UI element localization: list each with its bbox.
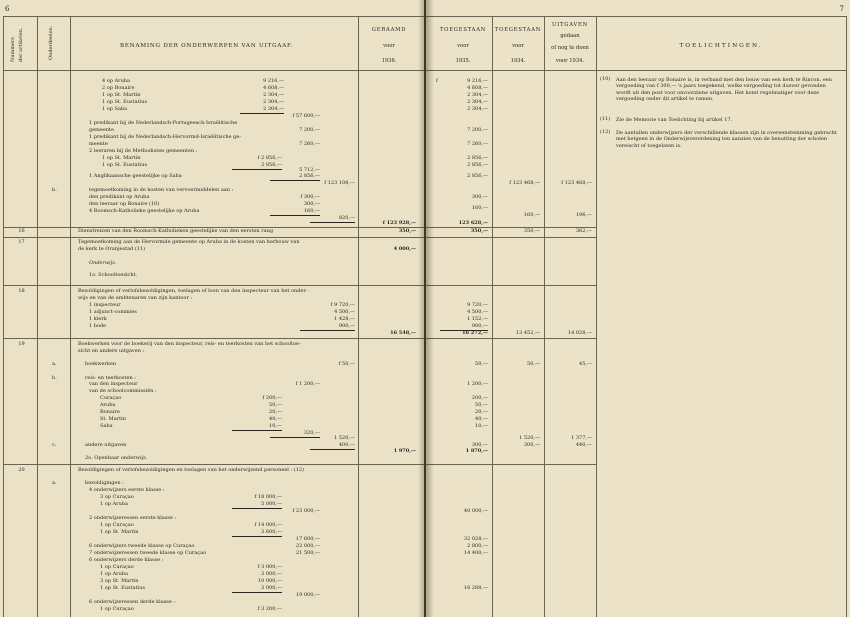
reis-aruba: Aruba (100, 402, 116, 408)
article-19-total: 1 970,— (393, 448, 416, 454)
r1935-o2: 2 800,— (467, 543, 488, 549)
row-steustatius-amount: 2 304,— (263, 99, 284, 105)
heading-onderwijs: Onderwijs. (89, 260, 117, 266)
leeraar-steustatius: 1 op St. Eustatius (102, 162, 148, 168)
article-20: 20 (18, 467, 25, 473)
uitgaven-article-18: 14 028,— (567, 330, 592, 336)
rule-right (846, 17, 847, 617)
predikant-2b: meente (89, 141, 108, 147)
header-uitgaven-nog: of nog te doen (551, 45, 589, 51)
inspecteur-amount: f 9 720,— (330, 302, 355, 308)
adjunct-commies: 1 adjunct-commies (89, 309, 137, 315)
leeraar-stmartin: 1 op St. Martin (102, 155, 141, 161)
r1934-tg: 160,— (523, 212, 540, 218)
r1935-reis-aruba: 50,— (475, 402, 488, 408)
tg-leeraar: den leeraar op Bonaire (10) (89, 201, 160, 207)
subtotal-1520: 1 520,— (334, 435, 355, 441)
row-saba-amount: 2 304,— (240, 107, 284, 114)
article-19: 19 (18, 341, 25, 347)
onderdeel-c: c. (52, 442, 57, 448)
andere-uitgaven-amount: 400,— (310, 443, 355, 450)
tg-leeraar-amount: 300,— (303, 201, 320, 207)
reis-bonaire-amount: 20,— (269, 409, 282, 415)
header-der-artikelen: der artikelen. (18, 27, 24, 62)
article-16-amount: 350,— (398, 228, 416, 234)
note-10-label: (10) (600, 76, 611, 82)
r1935-reis-saba: 10,— (475, 423, 488, 429)
predikant-1-amount: 7 200,— (299, 127, 320, 133)
subtotal-820: 820,— (310, 216, 355, 223)
onderdeel-b: b. (52, 187, 57, 193)
anglikaansche: 1 Anglikaansche geestelijke op Saba (89, 173, 182, 179)
onderdeel-a: a. (52, 361, 57, 367)
boekwerken-amount: f 50,— (338, 361, 355, 367)
oe1-curacao-amount: f 14 000,— (254, 522, 282, 528)
reis-aruba-amount: 50,— (269, 402, 282, 408)
r1935-bode: 900,— (440, 324, 488, 331)
rule-left (3, 17, 4, 617)
header-toegestaan-1934-year: 1934. (510, 58, 526, 64)
header-toegestaan-1935-year: 1935. (455, 58, 471, 64)
r1935-tg-1: 300,— (471, 194, 488, 200)
subtotal-123108: f 123 108,— (324, 180, 355, 186)
rule-19 (3, 338, 424, 339)
r1935-bonaire: 4 608,— (467, 85, 488, 91)
subtotal-320: 320,— (270, 431, 320, 438)
reis-inspecteur-amount: f 1 200,— (295, 381, 320, 387)
article-17-amount: 4 000,— (393, 246, 416, 252)
r1935-boekwerken: 50,— (475, 361, 488, 367)
o1-curacao-amount: f 18 000,— (254, 494, 282, 500)
header-geraamd-voor: voor (383, 43, 395, 49)
inspecteur: 1 inspecteur (89, 302, 121, 308)
header-nummers: Nummers (10, 37, 16, 62)
r1935-steustatius: 2 304,— (467, 99, 488, 105)
tegemoetkoming: tegemoetkoming in de kosten van vervoermiddelen aan : (89, 187, 234, 193)
r1935-leeraar-1: 2 856,— (467, 155, 488, 161)
header-geraamd-year: 1936. (381, 58, 397, 64)
predikant-2: 1 predikant bij de Nederlandsch-Hervormd-Israëlitische ge- (89, 134, 242, 140)
total-123928: f 123 928,— (382, 220, 416, 226)
rule-17 (3, 237, 424, 238)
o3-steustatius: 1 op St. Eustatius (100, 585, 146, 591)
reis-inspecteur: van den inspecteur (89, 381, 138, 387)
reis-curacao: Curaçao (100, 395, 122, 401)
r1935-o1: 40 000,— (463, 508, 488, 514)
header-toelichtingen: TOELICHTINGEN. (679, 43, 763, 49)
onderdeel-b2: b. (52, 375, 57, 381)
note-12-label: (12) (600, 129, 611, 135)
r1935-tg-2: 160,— (471, 205, 488, 211)
r1935-stmartin: 2 304,— (467, 92, 488, 98)
article-17-text: Tegemoetkoming aan de Hervormde gemeente op Aruba in de kosten van herbouw van (78, 239, 300, 245)
leeraar-steustatius-amount: 2 856,— (232, 163, 282, 170)
onderwijzeressen-3: 6 onderwijzeressen derde klasse : (89, 599, 176, 605)
uitgaven-andere: 440,— (575, 442, 592, 448)
header-top-rule (3, 16, 424, 17)
r-rule-17 (426, 237, 596, 238)
r1935-saba: 2 304,— (467, 106, 488, 112)
reis-saba-amount: 10,— (232, 424, 282, 431)
r1934-reis: 1 520,— (519, 435, 540, 441)
article-19-text: Boekwerken voor de boekerij van den inspecteur, reis- en teerkosten van het schooltoe- (78, 341, 301, 347)
article-18: 18 (18, 288, 25, 294)
subtotal-17600: 17 600,— (295, 536, 320, 542)
onderwijzers-3: 6 onderwijzers derde klasse : (89, 557, 164, 563)
r1935-inspecteur: 9 720,— (467, 302, 488, 308)
o3-aruba: 1 op Aruba (100, 571, 128, 577)
subtotal-5712: 5 712,— (299, 167, 320, 173)
uitgaven-tg: 196,— (575, 212, 592, 218)
r1935-o3: 16 288,— (463, 585, 488, 591)
header-uitgaven-year: voor 1934. (555, 58, 585, 64)
r1935-aruba: 9 216,— (467, 78, 488, 84)
article-17-text-b: de kerk te Oranjestad (11) (78, 246, 146, 252)
reis-curacao-amount: f 200,— (262, 395, 282, 401)
r-header-bottom-rule (426, 70, 847, 71)
r1935-anglikaansche: 2 856,— (467, 173, 488, 179)
note-12: De aantallen onderwijzers der verschillende klassen zijn in overeenstemming gebracht met hetgeen in de Onderwijsverordening ten aanzien van de benutting der scholen vereischt of toegelaten is. (616, 130, 837, 149)
uitgaven-boekwerken: 45,— (579, 361, 592, 367)
andere-uitgaven: andere uitgaven (85, 442, 127, 448)
reis-stmartin-amount: 40,— (269, 416, 282, 422)
onderwijzers-2-amount: 22 000,— (295, 543, 320, 549)
row-stmartin: 1 op St. Martin (102, 92, 141, 98)
r1935-total-123628: 123 628,— (458, 220, 488, 226)
r1934-boekwerken: 50,— (527, 361, 540, 367)
rule-1935 (492, 17, 493, 617)
page-number-left: 6 (5, 5, 10, 13)
r1935-reis-curacao: 200,— (471, 395, 488, 401)
row-bonaire-amount: 4 608,— (263, 85, 284, 91)
onderwijzeressen-2-amount: 21 500,— (295, 550, 320, 556)
row-stmartin-amount: 2 304,— (263, 92, 284, 98)
rule-onderdeelen (70, 17, 71, 617)
leeraar-stmartin-amount: f 2 856,— (257, 155, 282, 161)
header-toegestaan-1934: TOEGESTAAN (494, 27, 542, 33)
predikant-1b: gemeente (89, 127, 115, 133)
reis-saba: Saba (100, 423, 113, 429)
onderwijzers-1: 4 onderwijzers eerste klasse : (89, 487, 165, 493)
note-11-label: (11) (600, 116, 611, 122)
reis-bonaire: Bonaire (100, 409, 120, 415)
header-bottom-rule (3, 70, 424, 71)
rule-uitgaven (596, 17, 597, 617)
f-sign-1935: f (436, 78, 438, 84)
bezoldigingen: bezoldigingen : (85, 480, 124, 486)
row-steustatius: 1 op St. Eustatius (102, 99, 148, 105)
article-20-text: Bezoldigingen of verlofsbezoldigingen en toelagen van het onderwijzend personeel : (12) (78, 467, 305, 473)
r1935-predikant-1: 7 200,— (467, 127, 488, 133)
tg-predikant-amount: f 300,— (300, 194, 320, 200)
oe1-stmartin-amount: 3 600,— (232, 530, 282, 537)
klerk: 1 klerk (89, 316, 107, 322)
header-onderdeelen: Onderdeelen. (48, 25, 54, 60)
r1935-reis-bonaire: 20,— (475, 409, 488, 415)
bode-amount: 900,— (300, 324, 355, 331)
r1934-123468: f 123 468,— (509, 180, 540, 186)
r1935-predikant-2: 7 260,— (467, 141, 488, 147)
r-rule-16 (426, 227, 596, 228)
book-gutter (418, 0, 434, 617)
uitgaven-reis: 1 377,— (571, 435, 592, 441)
r-rule-20 (426, 464, 596, 465)
oe1-curacao: 1 op Curaçao (100, 522, 134, 528)
r1935-leeraar-2: 2 856,— (467, 162, 488, 168)
anglikaansche-amount: 2 856,— (270, 174, 320, 181)
article-18-total: 16 548,— (390, 330, 416, 336)
row-aruba-amount: 9 216,— (263, 78, 284, 84)
header-benaming: BENAMING DER ONDERWERPEN VAN UITGAAF. (120, 43, 294, 49)
header-geraamd: GERAAMD (371, 27, 407, 33)
klerk-amount: 1 428,— (334, 316, 355, 322)
r-rule-18 (426, 285, 596, 286)
onderdeel-a20: a. (52, 480, 57, 486)
uitgaven-123468: f 123 468,— (561, 180, 592, 186)
adjunct-commies-amount: 4 500,— (334, 309, 355, 315)
r1934-article-18: 13 452,— (515, 330, 540, 336)
article-16-text: Dienstreizen van den Roomsch-Katholieken geestelijke van den eersten rang (78, 228, 274, 234)
header-toegestaan-1934-voor: voor (512, 43, 524, 49)
right-page (426, 0, 850, 617)
o3-steustatius-amount: 3 000,— (232, 586, 282, 593)
bode: 1 bode (89, 323, 107, 329)
r1934-andere: 300,— (523, 442, 540, 448)
rule-18 (3, 285, 424, 286)
rule-benaming (358, 17, 359, 617)
predikant-1: 1 predikant bij de Nederlandsch-Portugeesch-Israëlitische (89, 120, 238, 126)
onderwijzers-2: 6 onderwijzers tweede klasse op Curaçao (89, 543, 195, 549)
r1935-oe1: 32 028,— (463, 536, 488, 542)
left-page (0, 0, 424, 617)
r1935-reis-stmartin: 40,— (475, 416, 488, 422)
rule-1934 (544, 17, 545, 617)
o3-stmartin-amount: 10 000,— (257, 578, 282, 584)
r1935-article-16: 350,— (470, 228, 488, 234)
reis-commissien: van de schoolcommissiën : (89, 388, 157, 394)
header-toegestaan-1935: TOEGESTAAN (439, 27, 487, 33)
r1935-article-18-total: 16 272,— (462, 330, 488, 336)
o3-aruba-amount: 3 000,— (261, 571, 282, 577)
tg-geestelijke: 4 Roomsch-Katholieke geestelijke op Aruba (89, 208, 200, 214)
r1934-article-16: 350,— (523, 228, 540, 234)
boekwerken: boekwerken (85, 361, 117, 367)
reis-stmartin: St. Martin (100, 416, 126, 422)
heading-schooltoezicht: 1o. Schooltoezicht. (89, 272, 138, 278)
r-header-top-rule (426, 16, 847, 17)
tg-predikant: den predikant op Aruba (89, 194, 150, 200)
o1-aruba-amount: 5 000,— (232, 502, 282, 509)
tg-geestelijke-amount: 160,— (270, 209, 320, 216)
article-16: 16 (18, 228, 25, 234)
rule-20 (3, 464, 424, 465)
subtotal-23000: f 23 000,— (292, 508, 320, 514)
oe3-curacao-amount: f 3 200,— (257, 606, 282, 612)
row-saba: 1 op Saba (102, 106, 128, 112)
note-10: Aan den leeraar op Bonaire is, in verband met den bouw van een kerk te Rincon, een vergoeding van f 300,— 's jaars toegekend, welke vergoeding tot dusver gevonden wordt uit den post voor onvoorziene uitgaven. Het komt regelmatiger voor deze vergoeding onder dit artikel te ramen. (616, 77, 832, 102)
r1935-adjunct: 4 500,— (467, 309, 488, 315)
oe3-curacao: 1 op Curaçao (100, 606, 134, 612)
r-rule-19 (426, 338, 596, 339)
uitgaven-article-16: 362,— (575, 228, 592, 234)
subtotal-19000: 19 000,— (295, 592, 320, 598)
oe1-stmartin: 1 op St. Martin (100, 529, 139, 535)
header-uitgaven: UITGAVEN (552, 22, 588, 28)
o1-aruba: 1 op Aruba (100, 501, 128, 507)
r1935-andere: 300,— (471, 442, 488, 448)
article-18-text: Bezoldigingen of verlofsbezoldigingen, toelagen of loon van den inspecteur van het onder- (78, 288, 308, 294)
leeraren: 2 leeraren bij de Methodisten gemeenten : (89, 148, 198, 154)
subtotal-57600: f 57 600,— (292, 113, 320, 119)
rule-nummers (37, 17, 38, 617)
row-bonaire: 2 op Bonaire (102, 85, 135, 91)
r1935-klerk: 1 152,— (467, 316, 488, 322)
note-11: Zie de Memorie van Toelichting bij artikel 17. (616, 117, 733, 123)
onderwijzeressen-2: 7 onderwijzeressen tweede klasse op Curaçao (89, 550, 207, 556)
article-18-text-b: wijs en van de ambtenaren van zijn kantoor : (78, 295, 193, 301)
reiskosten: reis- en teerkosten : (85, 375, 136, 381)
header-uitgaven-gedaan: gedaan (560, 33, 580, 39)
o3-stmartin: 3 op St. Martin (100, 578, 139, 584)
article-17: 17 (18, 239, 25, 245)
article-19-text-b: zicht en andere uitgaven : (78, 348, 145, 354)
page-number-right: 7 (839, 5, 844, 13)
r1935-reis-inspecteur: 1 200,— (467, 381, 488, 387)
o1-curacao: 3 op Curaçao (100, 494, 134, 500)
row-aruba: 4 op Aruba (102, 78, 130, 84)
o3-curacao-amount: f 3 000,— (257, 564, 282, 570)
o3-curacao: 1 op Curaçao (100, 564, 134, 570)
heading-openbaar: 2o. Openbaar onderwijs. (85, 455, 148, 461)
onderwijzeressen-1: 2 onderwijzeressen eerste klasse : (89, 515, 177, 521)
header-toegestaan-1935-voor: voor (457, 43, 469, 49)
r1935-oe2: 14 400,— (463, 550, 488, 556)
predikant-2-amount: 7 260,— (299, 141, 320, 147)
r1935-article-19-total: 1 870,— (465, 448, 488, 454)
